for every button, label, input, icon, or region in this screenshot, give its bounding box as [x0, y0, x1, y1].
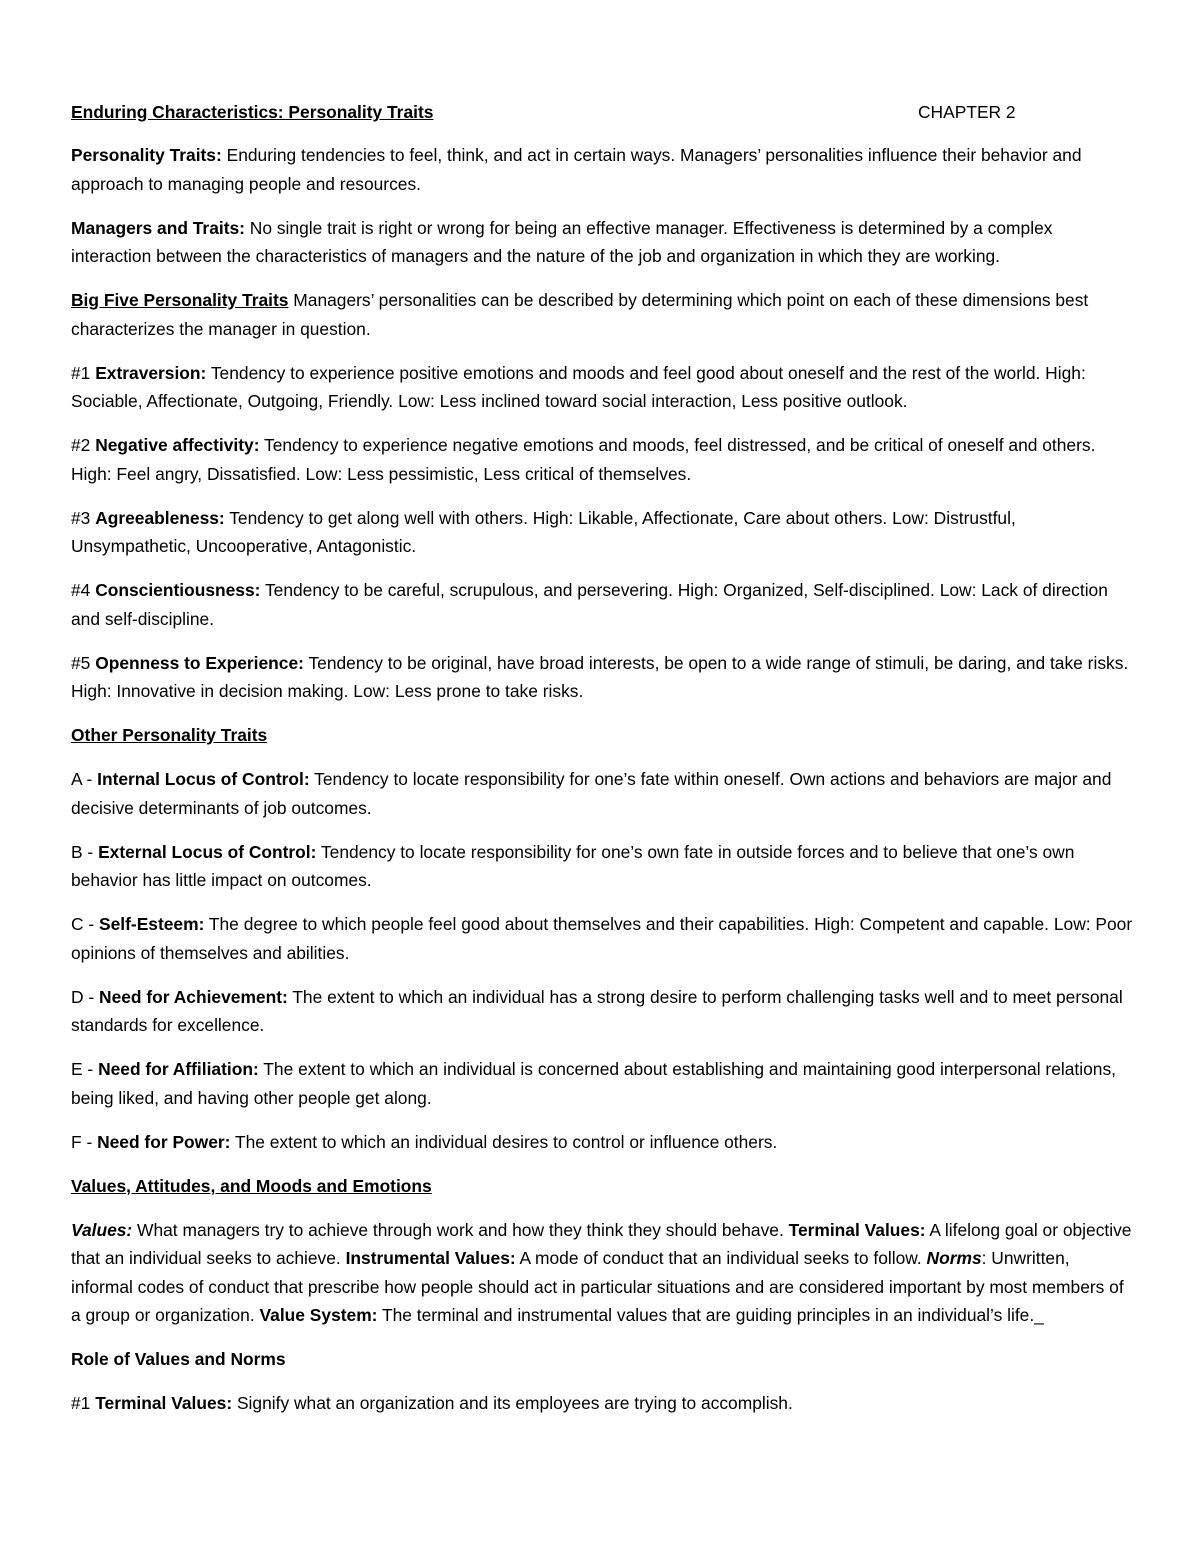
term-label: Norms: [926, 1248, 982, 1268]
term-label: Self-Esteem:: [99, 914, 205, 934]
item-number: D -: [71, 986, 100, 1007]
page-title: Enduring Characteristics: Personality Traits: [71, 102, 434, 122]
term-label: External Locus of Control:: [98, 841, 317, 862]
list-item-big-five: [71, 649, 1133, 706]
header-row: [71, 98, 1133, 126]
term-label: Internal Locus of Control:: [97, 769, 310, 789]
section-heading-other-traits: Other Personality Traits: [71, 725, 268, 745]
term-label: Need for Power:: [97, 1131, 231, 1152]
item-number: #3: [71, 507, 96, 528]
paragraph-managers-and-traits: [71, 214, 1133, 271]
term-label: Instrumental Values:: [345, 1248, 516, 1268]
item-text: Tendency to be original, have broad interests, be open to a wide range of stimuli, be daring, and take risks. High: Innovative in decision making. Low: Less prone to take risks.: [71, 652, 1129, 701]
item-number: B -: [71, 841, 99, 862]
item-number: #2: [71, 435, 96, 455]
list-item-other-trait: [71, 838, 1133, 895]
list-item-other-trait: [71, 983, 1133, 1040]
term-label: Need for Achievement:: [99, 986, 288, 1007]
list-item-other-trait: [71, 910, 1133, 967]
item-text: Tendency to locate responsibility for one’s fate within oneself. Own actions and behaviors are major and decisive determinants of job outcomes.: [71, 769, 1112, 818]
item-text: Tendency to be careful, scrupulous, and persevering. High: Organized, Self-disciplined. Low: Lack of direction and self-discipline.: [71, 580, 1108, 629]
list-item-big-five: [71, 431, 1133, 488]
item-text: Tendency to get along well with others. High: Likable, Affectionate, Care about others. Low: Distrustful, Unsympathetic, Uncooperative, Antagonistic.: [71, 507, 1016, 556]
item-number: #5: [71, 652, 96, 673]
item-number: C -: [71, 914, 100, 934]
item-number: #1: [71, 362, 96, 383]
term-label: Personality Traits:: [71, 145, 222, 165]
item-text: Tendency to experience negative emotions and moods, feel distressed, and be critical of oneself and others. High: Feel angry, Dissatisfied. Low: Less pessimistic, Less critical of themselves.: [71, 435, 1096, 484]
paragraph-values: [71, 1216, 1133, 1330]
item-text: The extent to which an individual is concerned about establishing and maintaining good interpersonal relations, being liked, and having other people get along.: [71, 1059, 1116, 1108]
paragraph-personality-traits: [71, 141, 1133, 198]
list-item-role: [71, 1389, 1133, 1418]
paragraph-text: No single trait is right or wrong for being an effective manager. Effectiveness is determined by a complex interaction between the characteristics of managers and the nature of the job and organization in which they are working.: [71, 217, 1053, 266]
paragraph-text: Managers’ personalities can be described by determining which point on each of these dimensions best characterizes the manager in question.: [71, 290, 1089, 339]
list-item-big-five: [71, 504, 1133, 561]
paragraph-text: : Unwritten, informal codes of conduct that prescribe how people should act in particular situations and are considered important by most members of a group or organization.: [71, 1248, 1124, 1325]
item-number: #4: [71, 580, 96, 600]
item-text: The extent to which an individual desires to control or influence others.: [230, 1131, 778, 1152]
document-content: [71, 98, 1133, 1433]
term-label: Openness to Experience:: [95, 652, 304, 673]
term-label: Terminal Values:: [788, 1219, 926, 1240]
section-heading-values: Values, Attitudes, and Moods and Emotions: [71, 1175, 432, 1196]
item-text: Tendency to locate responsibility for one’s own fate in outside forces and to believe that one’s own behavior has little impact on outcomes.: [71, 841, 1075, 890]
item-number: A -: [71, 769, 98, 789]
term-label: Value System:: [259, 1305, 378, 1325]
list-item-other-trait: [71, 765, 1133, 822]
item-text: The degree to which people feel good about themselves and their capabilities. High: Competent and capable. Low: Poor opinions of themselves and abilities.: [71, 914, 1133, 963]
paragraph-text: The terminal and instrumental values that are guiding principles in an individual’s life._: [377, 1305, 1044, 1325]
term-label: Agreeableness:: [95, 507, 225, 528]
list-item-other-trait: [71, 1128, 1133, 1157]
paragraph-big-five: [71, 286, 1133, 343]
term-label: Terminal Values:: [95, 1393, 233, 1413]
item-text: Signify what an organization and its employees are trying to accomplish.: [232, 1393, 793, 1413]
term-label: Negative affectivity:: [95, 435, 260, 455]
term-label: Extraversion:: [95, 362, 207, 383]
section-heading-big-five: Big Five Personality Traits: [71, 290, 289, 310]
item-number: #1: [71, 1393, 96, 1413]
list-item-big-five: [71, 359, 1133, 416]
chapter-label: CHAPTER 2: [918, 102, 1016, 122]
term-label: Values:: [71, 1219, 133, 1240]
paragraph-text: Enduring tendencies to feel, think, and act in certain ways. Managers’ personalities influence their behavior and approach to managing people and resources.: [71, 145, 1082, 194]
term-label: Conscientiousness:: [95, 580, 261, 600]
list-item-other-trait: [71, 1055, 1133, 1112]
section-heading-role: Role of Values and Norms: [71, 1349, 286, 1369]
term-label: Managers and Traits:: [71, 217, 245, 238]
item-text: Tendency to experience positive emotions and moods and feel good about oneself and the rest of the world. High: Sociable, Affectionate, Outgoing, Friendly. Low: Less inclined toward social interaction, Less positive outlook.: [71, 362, 1086, 411]
item-text: The extent to which an individual has a strong desire to perform challenging tasks well and to meet personal standards for excellence.: [71, 986, 1123, 1035]
paragraph-text: What managers try to achieve through work and how they think they should behave.: [132, 1219, 789, 1240]
item-number: F -: [71, 1131, 98, 1152]
paragraph-text: A lifelong goal or objective that an individual seeks to achieve.: [71, 1219, 1132, 1268]
list-item-big-five: [71, 576, 1133, 633]
item-number: E -: [71, 1059, 99, 1079]
paragraph-text: A mode of conduct that an individual seeks to follow.: [515, 1248, 927, 1268]
term-label: Need for Affiliation:: [98, 1059, 259, 1079]
